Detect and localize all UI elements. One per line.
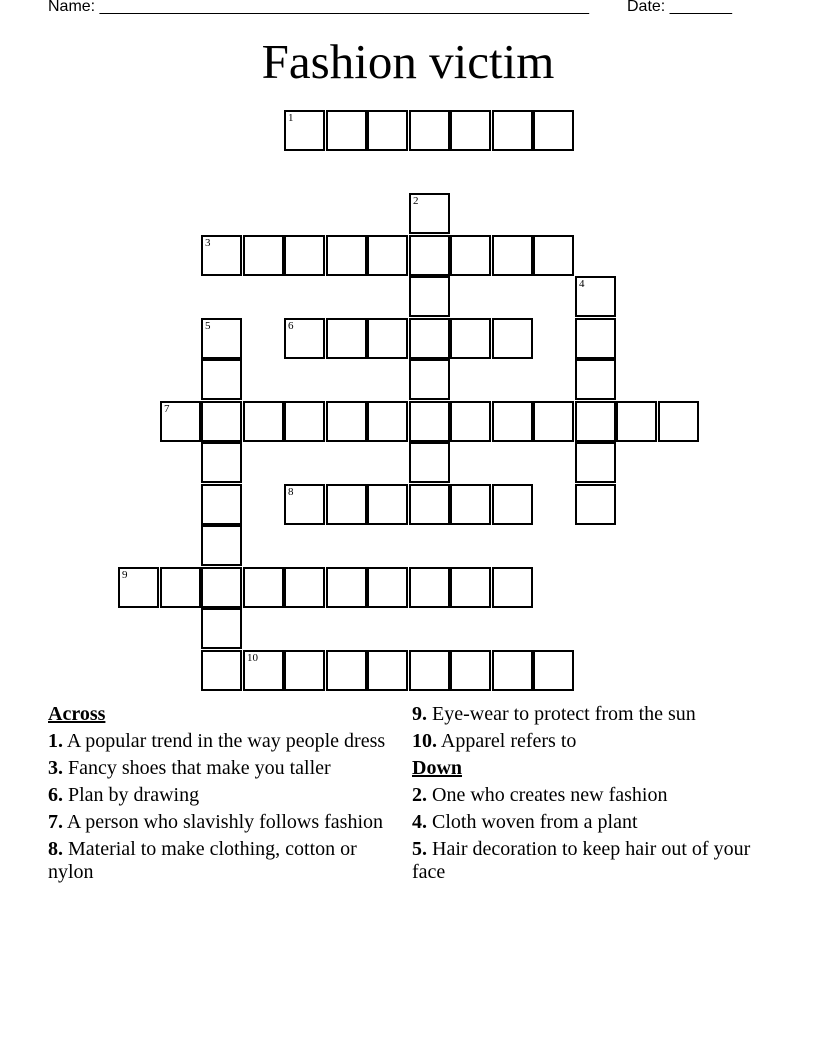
crossword-cell[interactable] [409, 193, 450, 234]
clue-number-6: 6 [288, 320, 294, 332]
crossword-cell[interactable] [492, 110, 533, 151]
crossword-cell[interactable] [616, 401, 657, 442]
crossword-cell[interactable] [533, 235, 574, 276]
crossword-cell[interactable] [575, 359, 616, 400]
crossword-cell[interactable] [492, 484, 533, 525]
crossword-cell[interactable] [367, 401, 408, 442]
clue-across-9: 9. Eye-wear to protect from the sun [412, 703, 696, 725]
clue-down-5: 5. Hair decoration to keep hair out of your face [412, 838, 751, 883]
crossword-cell[interactable] [201, 442, 242, 483]
crossword-cell[interactable] [658, 401, 699, 442]
clue-number-10: 10 [247, 652, 258, 664]
clue-number-8: 8 [288, 486, 294, 498]
clue-across-6: 6. Plan by drawing [48, 784, 200, 806]
crossword-cell[interactable] [367, 235, 408, 276]
crossword-cell[interactable] [284, 318, 325, 359]
crossword-cell[interactable] [284, 484, 325, 525]
crossword-cell[interactable] [201, 484, 242, 525]
crossword-cell[interactable] [450, 318, 491, 359]
crossword-cell[interactable] [492, 401, 533, 442]
crossword-cell[interactable] [243, 401, 284, 442]
clue-down-4: 4. Cloth woven from a plant [412, 811, 638, 833]
crossword-cell[interactable] [367, 567, 408, 608]
clue-across-1: 1. A popular trend in the way people dress [48, 730, 386, 752]
crossword-cell[interactable] [409, 318, 450, 359]
clue-across-8: 8. Material to make clothing, cotton or nylon [48, 838, 357, 883]
crossword-cell[interactable] [533, 110, 574, 151]
crossword-cell[interactable] [201, 359, 242, 400]
crossword-cell[interactable] [409, 442, 450, 483]
clue-number-7: 7 [164, 403, 170, 415]
clue-number-3: 3 [205, 237, 211, 249]
clue-number-5: 5 [205, 320, 211, 332]
crossword-cell[interactable] [409, 110, 450, 151]
clues-column-right [412, 703, 752, 888]
clues-column-left [48, 703, 388, 888]
crossword-cell[interactable] [492, 235, 533, 276]
crossword-cell[interactable] [409, 484, 450, 525]
crossword-cell[interactable] [326, 484, 367, 525]
crossword-cell[interactable] [326, 401, 367, 442]
crossword-cell[interactable] [201, 650, 242, 691]
crossword-cell[interactable] [326, 110, 367, 151]
crossword-cell[interactable] [409, 650, 450, 691]
name-field: Name: _______________________________________________________ [48, 0, 589, 15]
crossword-cell[interactable] [243, 567, 284, 608]
crossword-cell[interactable] [450, 110, 491, 151]
crossword-cell[interactable] [492, 567, 533, 608]
crossword-cell[interactable] [450, 484, 491, 525]
crossword-cell[interactable] [160, 567, 201, 608]
crossword-cell[interactable] [409, 567, 450, 608]
crossword-cell[interactable] [450, 401, 491, 442]
crossword-cell[interactable] [533, 650, 574, 691]
crossword-cell[interactable] [492, 318, 533, 359]
crossword-cell[interactable] [575, 442, 616, 483]
clue-number-2: 2 [413, 195, 419, 207]
crossword-cell[interactable] [409, 235, 450, 276]
crossword-cell[interactable] [243, 235, 284, 276]
clue-down-2: 2. One who creates new fashion [412, 784, 668, 806]
crossword-cell[interactable] [326, 567, 367, 608]
clue-across-3: 3. Fancy shoes that make you taller [48, 757, 331, 779]
crossword-cell[interactable] [575, 401, 616, 442]
crossword-cell[interactable] [284, 110, 325, 151]
crossword-cell[interactable] [409, 401, 450, 442]
crossword-cell[interactable] [409, 276, 450, 317]
clue-number-9: 9 [122, 569, 128, 581]
crossword-cell[interactable] [160, 401, 201, 442]
clue-across-7: 7. A person who slavishly follows fashion [48, 811, 383, 833]
down-heading: Down [412, 757, 463, 779]
crossword-cell[interactable] [201, 567, 242, 608]
crossword-cell[interactable] [201, 318, 242, 359]
crossword-cell[interactable] [326, 235, 367, 276]
crossword-cell[interactable] [575, 484, 616, 525]
crossword-cell[interactable] [201, 608, 242, 649]
crossword-cell[interactable] [326, 318, 367, 359]
across-heading: Across [48, 703, 106, 725]
crossword-cell[interactable] [243, 650, 284, 691]
crossword-cell[interactable] [575, 318, 616, 359]
puzzle-title: Fashion victim [261, 34, 555, 89]
crossword-cell[interactable] [367, 318, 408, 359]
crossword-cell[interactable] [201, 525, 242, 566]
crossword-cell[interactable] [201, 401, 242, 442]
crossword-cell[interactable] [450, 650, 491, 691]
crossword-cell[interactable] [409, 359, 450, 400]
crossword-cell[interactable] [367, 484, 408, 525]
crossword-cell[interactable] [533, 401, 574, 442]
crossword-cell[interactable] [284, 650, 325, 691]
crossword-cell[interactable] [450, 235, 491, 276]
date-field: Date: _______ [627, 0, 732, 15]
crossword-cell[interactable] [284, 235, 325, 276]
clue-across-10: 10. Apparel refers to [412, 730, 577, 752]
clue-number-1: 1 [288, 112, 294, 124]
clue-number-4: 4 [579, 278, 585, 290]
crossword-cell[interactable] [492, 650, 533, 691]
crossword-cell[interactable] [284, 401, 325, 442]
crossword-cell[interactable] [575, 276, 616, 317]
crossword-cell[interactable] [326, 650, 367, 691]
crossword-cell[interactable] [284, 567, 325, 608]
crossword-cell[interactable] [118, 567, 159, 608]
crossword-cell[interactable] [450, 567, 491, 608]
crossword-cell[interactable] [201, 235, 242, 276]
crossword-cell[interactable] [367, 110, 408, 151]
crossword-cell[interactable] [367, 650, 408, 691]
